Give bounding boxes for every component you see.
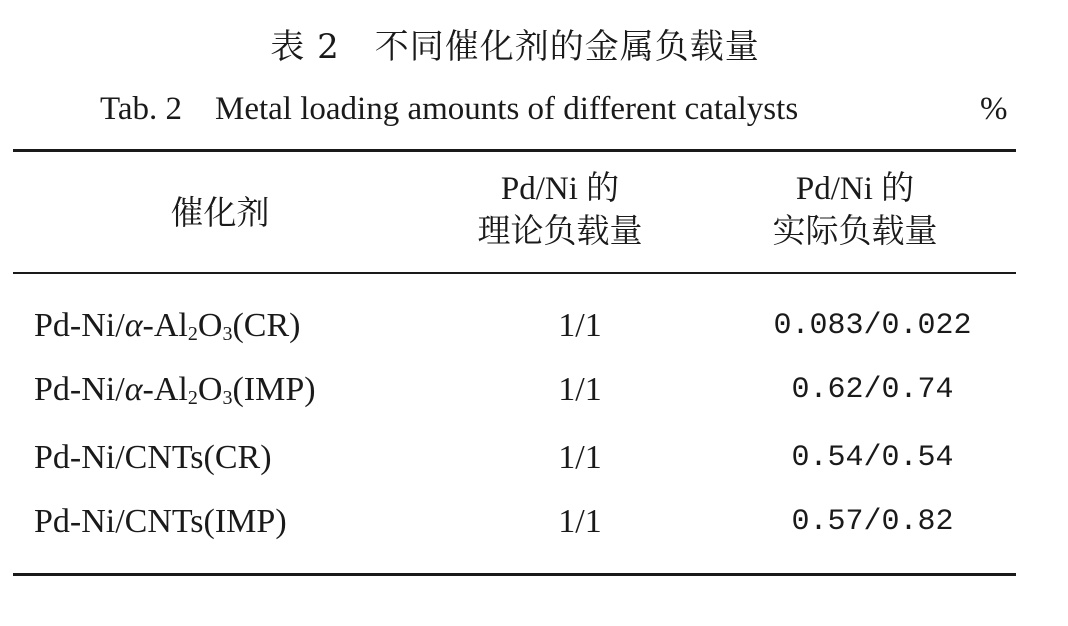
theoretical-loading-cell: 1/1: [558, 307, 602, 344]
catalyst-oxygen: O: [197, 307, 223, 344]
table-row: [0, 358, 1068, 422]
catalyst-suffix: (CR): [232, 307, 301, 344]
table-row: [0, 426, 1068, 490]
catalyst-mid: -Al: [142, 371, 188, 408]
header-catalyst-label: 催化剂: [170, 193, 270, 232]
header-actual-line1: Pd/Ni 的: [795, 171, 915, 207]
header-theoretical-loading: [430, 168, 690, 252]
bottom-rule: [13, 573, 1016, 576]
subscript: 3: [222, 387, 233, 409]
header-theoretical-line2: 理论负载量: [477, 211, 643, 250]
table-title-chinese: 表 2 不同催化剂的金属负载量: [270, 27, 760, 67]
theoretical-loading-cell: 1/1: [558, 371, 602, 408]
catalyst-cell: [34, 358, 316, 422]
catalyst-mid: -Al: [142, 307, 188, 344]
unit-label: %: [980, 91, 1008, 127]
table-title-english: Tab. 2 Metal loading amounts of different catalysts: [100, 91, 799, 127]
catalyst-oxygen: O: [197, 371, 223, 408]
table-row: [0, 490, 1068, 554]
actual-loading-cell: 0.62/0.74: [791, 373, 954, 407]
theoretical-loading-cell: 1/1: [558, 503, 602, 540]
actual-loading-cell: 0.57/0.82: [791, 505, 954, 539]
header-actual-line2: 实际负载量: [772, 211, 938, 250]
header-rule: [13, 272, 1016, 274]
catalyst-cell: Pd-Ni/CNTs(IMP): [34, 503, 287, 540]
header-theoretical-line1: Pd/Ni 的: [500, 171, 620, 207]
catalyst-suffix: (IMP): [232, 371, 316, 408]
header-catalyst: [100, 192, 340, 234]
actual-loading-cell: 0.083/0.022: [773, 309, 972, 343]
subscript: 3: [222, 323, 233, 345]
subscript: 2: [187, 387, 198, 409]
theoretical-loading-cell: 1/1: [558, 439, 602, 476]
catalyst-prefix: Pd-Ni/: [34, 307, 125, 344]
table-row: [0, 294, 1068, 358]
top-rule: [13, 149, 1016, 152]
actual-loading-cell: 0.54/0.54: [791, 441, 954, 475]
subscript: 2: [187, 323, 198, 345]
header-actual-loading: [725, 168, 985, 252]
catalyst-prefix: Pd-Ni/: [34, 371, 125, 408]
catalyst-greek: α: [124, 307, 143, 344]
catalyst-cell: [34, 294, 300, 358]
catalyst-greek: α: [124, 371, 143, 408]
catalyst-cell: Pd-Ni/CNTs(CR): [34, 439, 272, 476]
